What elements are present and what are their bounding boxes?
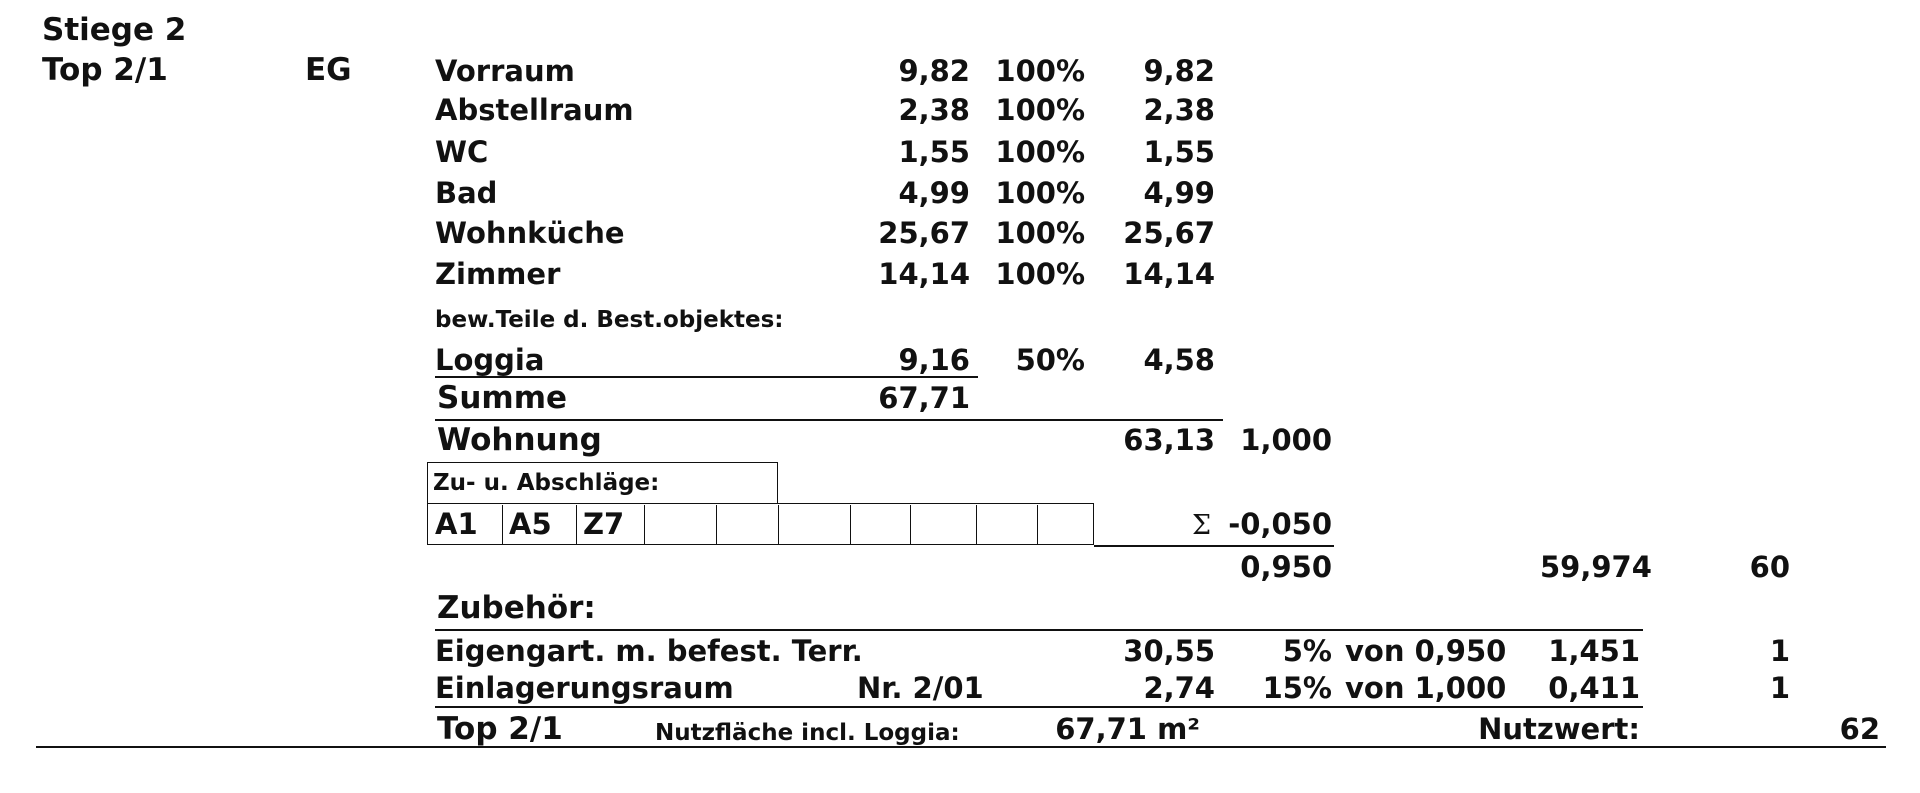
room-name: Abstellraum xyxy=(435,93,634,127)
room-area: 14,14 xyxy=(878,257,970,291)
summe-label: Summe xyxy=(437,380,568,416)
grid-cell-divider xyxy=(976,505,977,545)
room-pct: 100% xyxy=(995,135,1085,169)
room-pct: 100% xyxy=(995,93,1085,127)
zubehoer-item-pct: 15% xyxy=(1262,671,1332,705)
sigma-symbol: Σ xyxy=(1192,510,1212,541)
grid-cell-divider xyxy=(1037,505,1038,545)
zubehoer-item-name: Einlagerungsraum xyxy=(435,671,734,705)
bew-heading: bew.Teile d. Best.objektes: xyxy=(435,307,784,333)
code-cell: Z7 xyxy=(583,507,625,541)
grid-cell-divider xyxy=(850,505,851,545)
stair-label: Stiege 2 xyxy=(42,12,187,48)
room-pct: 100% xyxy=(995,54,1085,88)
nutzflaeche-value: 67,71 m² xyxy=(1055,712,1200,746)
zubehoer-item-nr: Nr. 2/01 xyxy=(857,671,984,705)
bottom-rule xyxy=(36,746,1886,748)
result-factor: 0,950 xyxy=(1240,550,1332,584)
room-area: 25,67 xyxy=(878,216,970,250)
sigma-value: -0,050 xyxy=(1228,507,1332,541)
footer-unit: Top 2/1 xyxy=(437,711,563,747)
loggia-area: 9,16 xyxy=(898,343,970,377)
wohnung-label: Wohnung xyxy=(437,422,602,458)
grid-cell-divider xyxy=(716,505,717,545)
room-pct: 100% xyxy=(995,176,1085,210)
zubehoer-heading: Zubehör: xyxy=(437,590,596,626)
sigma-divider xyxy=(1094,545,1334,547)
wohnung-divider xyxy=(435,419,1223,421)
loggia-name: Loggia xyxy=(435,343,545,377)
room-area: 4,99 xyxy=(898,176,970,210)
grid-cell-divider xyxy=(910,505,911,545)
zubehoer-item-name: Eigengart. m. befest. Terr. xyxy=(435,634,863,668)
grid-cell-divider xyxy=(502,505,503,545)
wohnung-area: 63,13 xyxy=(1123,423,1215,457)
room-weighted: 2,38 xyxy=(1143,93,1215,127)
room-pct: 100% xyxy=(995,216,1085,250)
code-cell: A5 xyxy=(509,507,552,541)
floor-label: EG xyxy=(305,52,352,88)
nutzwert-value: 62 xyxy=(1839,712,1880,746)
room-weighted: 4,99 xyxy=(1143,176,1215,210)
summe-divider xyxy=(435,376,978,378)
summe-value: 67,71 xyxy=(878,381,970,415)
zubehoer-item-rounded: 1 xyxy=(1769,634,1790,668)
room-weighted: 9,82 xyxy=(1143,54,1215,88)
room-pct: 100% xyxy=(995,257,1085,291)
result-rounded: 60 xyxy=(1749,550,1790,584)
room-name: Zimmer xyxy=(435,257,561,291)
grid-cell-divider xyxy=(644,505,645,545)
room-weighted: 14,14 xyxy=(1123,257,1215,291)
zubehoer-item-von: von 1,000 xyxy=(1345,671,1507,705)
room-name: Wohnküche xyxy=(435,216,625,250)
nutzwert-label: Nutzwert: xyxy=(1478,712,1640,746)
grid-cell-divider xyxy=(778,505,779,545)
zubehoer-item-pct: 5% xyxy=(1282,634,1332,668)
room-name: Bad xyxy=(435,176,498,210)
zubehoer-item-rounded: 1 xyxy=(1769,671,1790,705)
wohnung-factor: 1,000 xyxy=(1240,423,1332,457)
grid-cell-divider xyxy=(576,505,577,545)
room-area: 1,55 xyxy=(898,135,970,169)
unit-label: Top 2/1 xyxy=(42,52,168,88)
room-name: WC xyxy=(435,135,489,169)
room-weighted: 1,55 xyxy=(1143,135,1215,169)
footer-divider xyxy=(435,706,1643,708)
code-cell: A1 xyxy=(435,507,478,541)
zubehoer-item-von: von 0,950 xyxy=(1345,634,1507,668)
loggia-pct: 50% xyxy=(1015,343,1085,377)
zubehoer-item-value: 1,451 xyxy=(1548,634,1640,668)
room-name: Vorraum xyxy=(435,54,575,88)
zubehoer-item-area: 30,55 xyxy=(1123,634,1215,668)
result-value: 59,974 xyxy=(1540,550,1652,584)
zubehoer-item-area: 2,74 xyxy=(1143,671,1215,705)
loggia-weighted: 4,58 xyxy=(1143,343,1215,377)
room-area: 9,82 xyxy=(898,54,970,88)
nutzflaeche-label: Nutzfläche incl. Loggia: xyxy=(655,720,960,746)
zubehoer-divider xyxy=(435,629,1643,631)
zu-abschlaege-heading: Zu- u. Abschläge: xyxy=(433,470,660,496)
room-weighted: 25,67 xyxy=(1123,216,1215,250)
room-area: 2,38 xyxy=(898,93,970,127)
zubehoer-item-value: 0,411 xyxy=(1548,671,1640,705)
